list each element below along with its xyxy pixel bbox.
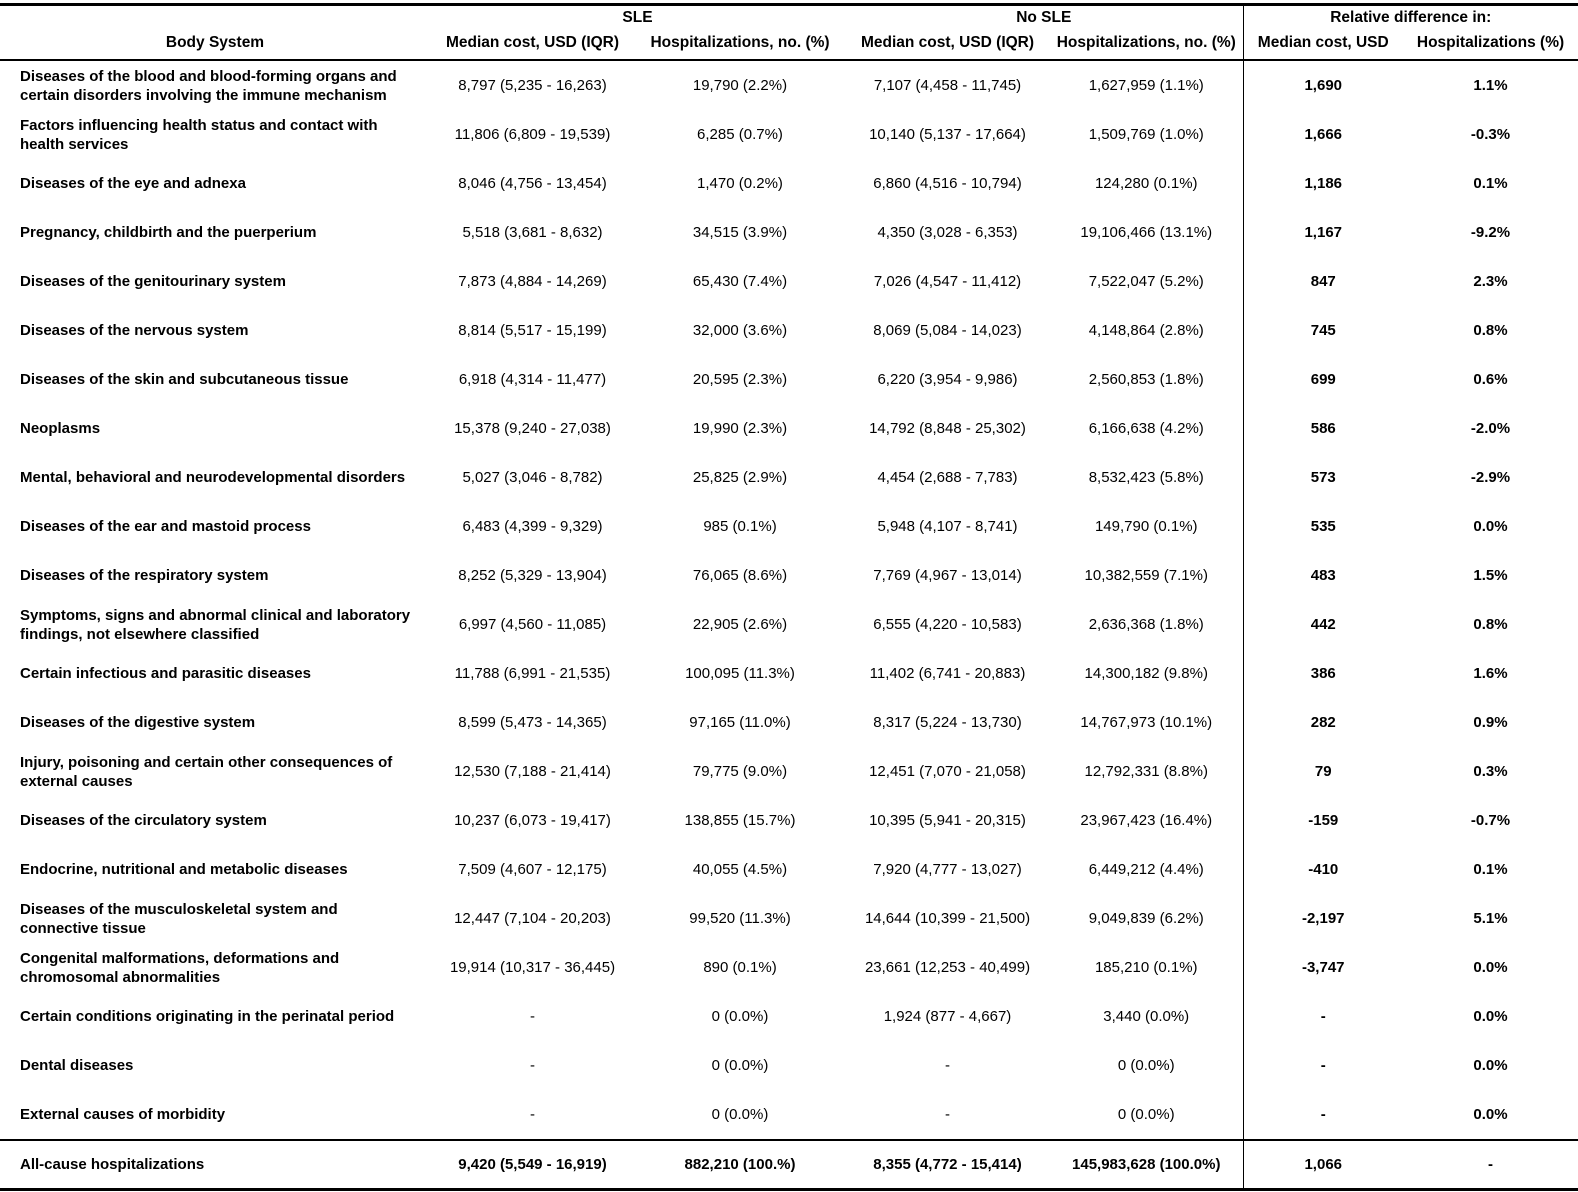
group-header-relative-difference: Relative difference in: <box>1243 5 1578 30</box>
cell-sle-median-cost: 8,252 (5,329 - 13,904) <box>458 567 607 584</box>
column-header-row <box>0 29 1578 60</box>
footer-cell-rel-diff-hospitalizations: - <box>1488 1156 1493 1173</box>
cell-sle-hospitalizations: 19,790 (2.2%) <box>692 77 788 94</box>
table-row <box>0 992 1578 1041</box>
cell-sle-median-cost: 5,518 (3,681 - 8,632) <box>462 224 603 241</box>
cell-sle-median-cost: 8,046 (4,756 - 13,454) <box>458 175 607 192</box>
cell-no-sle-hospitalizations: 8,532,423 (5.8%) <box>1088 469 1204 486</box>
cell-no-sle-hospitalizations: 149,790 (0.1%) <box>1094 518 1198 535</box>
cell-sle-hospitalizations: 985 (0.1%) <box>703 518 777 535</box>
cell-sle-median-cost: 6,483 (4,399 - 9,329) <box>462 518 603 535</box>
cell-body-system: Diseases of the respiratory system <box>20 567 269 584</box>
cell-no-sle-median-cost: 8,317 (5,224 - 13,730) <box>873 714 1022 731</box>
table-row <box>0 600 1578 649</box>
cell-rel-diff-median-cost: 535 <box>1243 502 1403 551</box>
cell-no-sle-hospitalizations: 9,049,839 (6.2%) <box>1088 910 1204 927</box>
cell-sle-median-cost: - <box>530 1008 535 1025</box>
table-row <box>0 551 1578 600</box>
cell-sle-median-cost: 12,447 (7,104 - 20,203) <box>454 910 611 927</box>
cell-body-system: Certain infectious and parasitic diseases <box>20 665 311 682</box>
cell-rel-diff-hospitalizations: 0.3% <box>1473 763 1508 780</box>
cell-no-sle-hospitalizations: 14,300,182 (9.8%) <box>1084 665 1208 682</box>
cell-sle-hospitalizations: 79,775 (9.0%) <box>692 763 788 780</box>
cell-no-sle-hospitalizations: 4,148,864 (2.8%) <box>1088 322 1204 339</box>
table-row <box>0 1041 1578 1090</box>
cell-rel-diff-median-cost: 386 <box>1243 649 1403 698</box>
cell-no-sle-hospitalizations: 185,210 (0.1%) <box>1094 959 1198 976</box>
cell-sle-median-cost: - <box>530 1106 535 1123</box>
cell-rel-diff-median-cost: 699 <box>1243 355 1403 404</box>
table-row <box>0 355 1578 404</box>
cell-sle-hospitalizations: 76,065 (8.6%) <box>692 567 788 584</box>
cell-rel-diff-hospitalizations: 1.1% <box>1473 77 1508 94</box>
cell-sle-hospitalizations: 65,430 (7.4%) <box>692 273 788 290</box>
cell-sle-hospitalizations: 99,520 (11.3%) <box>689 910 791 927</box>
footer-cell-body-system: All-cause hospitalizations <box>20 1156 205 1173</box>
cell-body-system: Diseases of the skin and subcutaneous tissue <box>20 371 349 388</box>
cell-no-sle-median-cost: 7,769 (4,967 - 13,014) <box>873 567 1022 584</box>
cell-sle-median-cost: - <box>530 1057 535 1074</box>
column-header-sle-median-cost: Median cost, USD (IQR) <box>445 33 620 51</box>
cell-no-sle-hospitalizations: 1,627,959 (1.1%) <box>1088 77 1204 94</box>
cell-rel-diff-median-cost: 1,690 <box>1243 60 1403 110</box>
table-row <box>0 698 1578 747</box>
cell-rel-diff-median-cost: 586 <box>1243 404 1403 453</box>
cell-body-system: Diseases of the genitourinary system <box>20 273 286 290</box>
footer-cell-rel-diff-median-cost: 1,066 <box>1243 1140 1403 1190</box>
cell-sle-median-cost: 7,509 (4,607 - 12,175) <box>458 861 607 878</box>
cell-no-sle-median-cost: 6,220 (3,954 - 9,986) <box>877 371 1018 388</box>
cell-no-sle-hospitalizations: 124,280 (0.1%) <box>1094 175 1198 192</box>
cell-no-sle-median-cost: 6,860 (4,516 - 10,794) <box>873 175 1022 192</box>
cell-sle-hospitalizations: 32,000 (3.6%) <box>692 322 788 339</box>
cell-no-sle-hospitalizations: 6,166,638 (4.2%) <box>1088 420 1204 437</box>
cell-rel-diff-median-cost: - <box>1243 992 1403 1041</box>
cell-rel-diff-hospitalizations: 0.0% <box>1473 959 1508 976</box>
cell-sle-median-cost: 12,530 (7,188 - 21,414) <box>454 763 611 780</box>
cell-sle-median-cost: 8,599 (5,473 - 14,365) <box>458 714 607 731</box>
cell-sle-hospitalizations: 40,055 (4.5%) <box>692 861 788 878</box>
footer-cell-no-sle-median-cost: 8,355 (4,772 - 15,414) <box>873 1156 1022 1173</box>
cell-sle-hospitalizations: 0 (0.0%) <box>711 1008 769 1025</box>
cell-no-sle-median-cost: 10,395 (5,941 - 20,315) <box>869 812 1026 829</box>
cell-no-sle-hospitalizations: 0 (0.0%) <box>1117 1106 1175 1123</box>
cell-body-system: Congenital malformations, deformations and chromosomal abnormalities <box>20 949 340 986</box>
footer-cell-sle-hospitalizations: 882,210 (100.%) <box>684 1156 796 1173</box>
cell-rel-diff-median-cost: - <box>1243 1041 1403 1090</box>
table-row <box>0 845 1578 894</box>
cell-rel-diff-median-cost: 442 <box>1243 600 1403 649</box>
cell-body-system: Diseases of the ear and mastoid process <box>20 518 311 535</box>
cell-sle-median-cost: 6,997 (4,560 - 11,085) <box>458 616 607 633</box>
column-header-rel-diff-hospitalizations: Hospitalizations (%) <box>1416 33 1565 51</box>
cell-sle-median-cost: 11,788 (6,991 - 21,535) <box>454 665 611 682</box>
cell-rel-diff-hospitalizations: 0.8% <box>1473 616 1508 633</box>
cell-body-system: External causes of morbidity <box>20 1106 226 1123</box>
cell-rel-diff-hospitalizations: 0.9% <box>1473 714 1508 731</box>
table-footer <box>0 1140 1578 1190</box>
group-header-no-sle: No SLE <box>1016 9 1072 26</box>
group-header-row <box>0 5 1578 30</box>
cell-sle-hospitalizations: 34,515 (3.9%) <box>692 224 788 241</box>
cell-no-sle-hospitalizations: 12,792,331 (8.8%) <box>1084 763 1208 780</box>
cell-no-sle-median-cost: 7,920 (4,777 - 13,027) <box>873 861 1022 878</box>
cell-no-sle-median-cost: - <box>945 1057 950 1074</box>
cell-rel-diff-median-cost: 1,666 <box>1243 110 1403 159</box>
cell-rel-diff-median-cost: 1,186 <box>1243 159 1403 208</box>
cell-no-sle-median-cost: 14,792 (8,848 - 25,302) <box>869 420 1026 437</box>
cell-sle-median-cost: 8,797 (5,235 - 16,263) <box>458 77 607 94</box>
cell-rel-diff-median-cost: 573 <box>1243 453 1403 502</box>
cell-rel-diff-hospitalizations: 1.5% <box>1473 567 1508 584</box>
cell-sle-median-cost: 6,918 (4,314 - 11,477) <box>458 371 607 388</box>
cell-no-sle-hospitalizations: 23,967,423 (16.4%) <box>1080 812 1213 829</box>
table-header <box>0 5 1578 61</box>
cell-body-system: Injury, poisoning and certain other consequences of external causes <box>20 753 393 790</box>
cell-body-system: Diseases of the nervous system <box>20 322 249 339</box>
cell-sle-hospitalizations: 138,855 (15.7%) <box>684 812 796 829</box>
table-row <box>0 649 1578 698</box>
cell-sle-hospitalizations: 20,595 (2.3%) <box>692 371 788 388</box>
table-row <box>0 796 1578 845</box>
cell-rel-diff-hospitalizations: -2.0% <box>1470 420 1511 437</box>
cell-no-sle-median-cost: 1,924 (877 - 4,667) <box>883 1008 1012 1025</box>
cell-rel-diff-hospitalizations: -9.2% <box>1470 224 1511 241</box>
cell-rel-diff-hospitalizations: 0.0% <box>1473 1057 1508 1074</box>
cell-no-sle-hospitalizations: 2,636,368 (1.8%) <box>1088 616 1204 633</box>
cell-body-system: Certain conditions originating in the perinatal period <box>20 1008 395 1025</box>
cell-sle-median-cost: 15,378 (9,240 - 27,038) <box>454 420 611 437</box>
cell-body-system: Diseases of the musculoskeletal system and connective tissue <box>20 900 338 937</box>
cell-no-sle-hospitalizations: 7,522,047 (5.2%) <box>1088 273 1204 290</box>
table-row <box>0 110 1578 159</box>
cell-no-sle-hospitalizations: 2,560,853 (1.8%) <box>1088 371 1204 388</box>
cell-no-sle-hospitalizations: 6,449,212 (4.4%) <box>1088 861 1204 878</box>
cell-rel-diff-hospitalizations: -0.3% <box>1470 126 1511 143</box>
cell-rel-diff-hospitalizations: 2.3% <box>1473 273 1508 290</box>
cell-rel-diff-hospitalizations: 1.6% <box>1473 665 1508 682</box>
column-header-no-sle-hospitalizations: Hospitalizations, no. (%) <box>1056 33 1236 51</box>
cell-sle-hospitalizations: 1,470 (0.2%) <box>697 175 783 192</box>
cell-no-sle-hospitalizations: 19,106,466 (13.1%) <box>1080 224 1213 241</box>
cell-body-system: Symptoms, signs and abnormal clinical and laboratory findings, not elsewhere classified <box>20 606 411 643</box>
cell-no-sle-hospitalizations: 0 (0.0%) <box>1117 1057 1175 1074</box>
table-row <box>0 894 1578 943</box>
cell-sle-hospitalizations: 22,905 (2.6%) <box>692 616 788 633</box>
cell-rel-diff-median-cost: 282 <box>1243 698 1403 747</box>
cell-sle-hospitalizations: 6,285 (0.7%) <box>697 126 783 143</box>
column-header-sle-hospitalizations: Hospitalizations, no. (%) <box>650 33 830 51</box>
hospitalization-costs-table <box>0 3 1578 1191</box>
cell-body-system: Endocrine, nutritional and metabolic diseases <box>20 861 348 878</box>
cell-no-sle-median-cost: 5,948 (4,107 - 8,741) <box>877 518 1018 535</box>
cell-rel-diff-hospitalizations: 0.1% <box>1473 175 1508 192</box>
cell-rel-diff-hospitalizations: 0.8% <box>1473 322 1508 339</box>
table-row <box>0 306 1578 355</box>
cell-no-sle-hospitalizations: 1,509,769 (1.0%) <box>1088 126 1204 143</box>
footer-cell-sle-median-cost: 9,420 (5,549 - 16,919) <box>458 1156 607 1173</box>
cell-no-sle-hospitalizations: 14,767,973 (10.1%) <box>1080 714 1213 731</box>
group-header-sle: SLE <box>622 9 653 26</box>
cell-rel-diff-hospitalizations: 0.0% <box>1473 1106 1508 1123</box>
cell-body-system: Factors influencing health status and contact with health services <box>20 116 378 153</box>
table-row <box>0 404 1578 453</box>
cell-no-sle-median-cost: 12,451 (7,070 - 21,058) <box>869 763 1026 780</box>
cell-sle-hospitalizations: 890 (0.1%) <box>703 959 777 976</box>
cell-sle-hospitalizations: 100,095 (11.3%) <box>685 665 795 682</box>
cell-sle-hospitalizations: 19,990 (2.3%) <box>692 420 788 437</box>
cell-rel-diff-median-cost: -410 <box>1243 845 1403 894</box>
cell-rel-diff-median-cost: -2,197 <box>1243 894 1403 943</box>
cell-sle-hospitalizations: 0 (0.0%) <box>711 1057 769 1074</box>
cell-no-sle-hospitalizations: 3,440 (0.0%) <box>1103 1008 1190 1025</box>
cell-no-sle-median-cost: 14,644 (10,399 - 21,500) <box>864 910 1031 927</box>
cell-rel-diff-median-cost: 745 <box>1243 306 1403 355</box>
cell-sle-median-cost: 10,237 (6,073 - 19,417) <box>454 812 611 829</box>
cell-sle-hospitalizations: 97,165 (11.0%) <box>689 714 791 731</box>
cell-no-sle-hospitalizations: 10,382,559 (7.1%) <box>1084 567 1208 584</box>
cell-rel-diff-hospitalizations: 0.0% <box>1473 518 1508 535</box>
cell-sle-median-cost: 5,027 (3,046 - 8,782) <box>462 469 603 486</box>
cell-sle-hospitalizations: 25,825 (2.9%) <box>692 469 788 486</box>
cell-rel-diff-median-cost: 483 <box>1243 551 1403 600</box>
cell-rel-diff-hospitalizations: 5.1% <box>1473 910 1508 927</box>
table-row <box>0 943 1578 992</box>
table-row <box>0 453 1578 502</box>
cell-body-system: Diseases of the eye and adnexa <box>20 175 246 192</box>
table-body <box>0 60 1578 1140</box>
table-row <box>0 747 1578 796</box>
cell-rel-diff-median-cost: -159 <box>1243 796 1403 845</box>
cell-rel-diff-hospitalizations: 0.6% <box>1473 371 1508 388</box>
cell-no-sle-median-cost: 4,350 (3,028 - 6,353) <box>877 224 1018 241</box>
cell-body-system: Dental diseases <box>20 1057 134 1074</box>
cell-no-sle-median-cost: 4,454 (2,688 - 7,783) <box>877 469 1018 486</box>
footer-row-all-cause <box>0 1140 1578 1190</box>
table-row <box>0 208 1578 257</box>
cell-sle-median-cost: 19,914 (10,317 - 36,445) <box>449 959 616 976</box>
table-row <box>0 159 1578 208</box>
cell-body-system: Neoplasms <box>20 420 101 437</box>
cell-rel-diff-median-cost: - <box>1243 1090 1403 1140</box>
column-header-rel-diff-median-cost: Median cost, USD <box>1243 29 1403 60</box>
cell-sle-median-cost: 11,806 (6,809 - 19,539) <box>454 126 611 143</box>
column-header-no-sle-median-cost: Median cost, USD (IQR) <box>860 33 1035 51</box>
table-row <box>0 60 1578 110</box>
table-row <box>0 1090 1578 1140</box>
cell-body-system: Mental, behavioral and neurodevelopmental disorders <box>20 469 406 486</box>
cell-no-sle-median-cost: 10,140 (5,137 - 17,664) <box>869 126 1026 143</box>
cell-body-system: Pregnancy, childbirth and the puerperium <box>20 224 317 241</box>
group-header-spacer <box>0 5 430 30</box>
cell-rel-diff-median-cost: -3,747 <box>1243 943 1403 992</box>
cell-rel-diff-median-cost: 847 <box>1243 257 1403 306</box>
cell-rel-diff-hospitalizations: 0.0% <box>1473 1008 1508 1025</box>
table-row <box>0 257 1578 306</box>
table-row <box>0 502 1578 551</box>
column-header-body-system: Body System <box>165 33 265 51</box>
cell-rel-diff-hospitalizations: -2.9% <box>1470 469 1511 486</box>
footer-cell-no-sle-hospitalizations: 145,983,628 (100.0%) <box>1072 1156 1221 1173</box>
cell-no-sle-median-cost: 7,107 (4,458 - 11,745) <box>873 77 1022 94</box>
cell-body-system: Diseases of the blood and blood-forming organs and certain disorders involving the immune mechanism <box>20 67 397 104</box>
cell-rel-diff-hospitalizations: 0.1% <box>1473 861 1508 878</box>
cell-sle-median-cost: 8,814 (5,517 - 15,199) <box>458 322 607 339</box>
cell-body-system: Diseases of the digestive system <box>20 714 256 731</box>
cell-rel-diff-hospitalizations: -0.7% <box>1470 812 1511 829</box>
cell-rel-diff-median-cost: 79 <box>1243 747 1403 796</box>
cell-rel-diff-median-cost: 1,167 <box>1243 208 1403 257</box>
cell-no-sle-median-cost: 23,661 (12,253 - 40,499) <box>864 959 1031 976</box>
cell-no-sle-median-cost: - <box>945 1106 950 1123</box>
cell-no-sle-median-cost: 6,555 (4,220 - 10,583) <box>873 616 1022 633</box>
cell-no-sle-median-cost: 11,402 (6,741 - 20,883) <box>869 665 1026 682</box>
cell-sle-median-cost: 7,873 (4,884 - 14,269) <box>458 273 607 290</box>
cell-sle-hospitalizations: 0 (0.0%) <box>711 1106 769 1123</box>
cell-body-system: Diseases of the circulatory system <box>20 812 267 829</box>
cell-no-sle-median-cost: 7,026 (4,547 - 11,412) <box>873 273 1022 290</box>
cell-no-sle-median-cost: 8,069 (5,084 - 14,023) <box>873 322 1022 339</box>
